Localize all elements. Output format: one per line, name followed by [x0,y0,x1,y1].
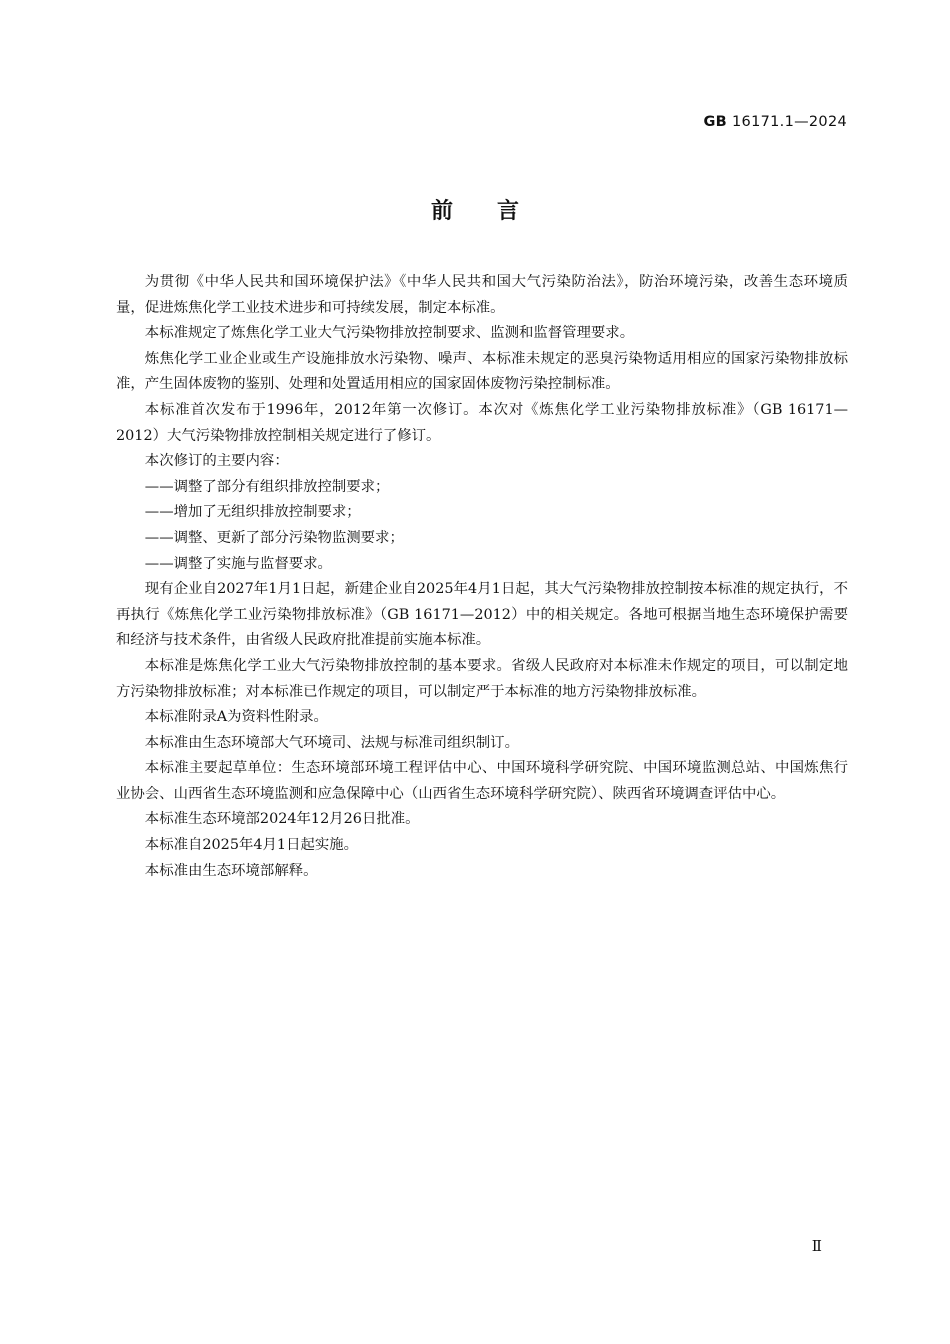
standard-code-prefix: GB [703,114,728,130]
paragraph-appendix: 本标准附录A为资料性附录。 [144,709,328,726]
paragraph-effective-schedule: 现有企业自2027年1月1日起，新建企业自2025年4月1日起，其大气污染物排放控制按本标准的规定执行，不再执行《炼焦化学工业污染物排放标准》（GB 16171—2012）中的相关规定。各地可根据当地生态环境保护需要和经济与技术条件，由省级人民政府批准提前实施本标准。 [116,581,848,649]
paragraph-scope: 本标准规定了炼焦化学工业大气污染物排放控制要求、监测和监督管理要求。 [144,325,635,342]
paragraph-interpretation: 本标准由生态环境部解释。 [144,862,318,879]
paragraph-drafters: 本标准主要起草单位：生态环境部环境工程评估中心、中国环境科学研究院、中国环境监测总站、中国炼焦行业协会、山西省生态环境监测和应急保障中心（山西省生态环境科学研究院）、陕西省环境调查评估中心。 [116,760,848,802]
preface-body [116,270,848,884]
list-item-revision: ——调整、更新了部分污染物监测要求； [144,529,404,546]
paragraph-approval: 本标准生态环境部2024年12月26日批准。 [144,811,420,828]
list-item-revision: ——调整了部分有组织排放控制要求； [144,478,390,495]
paragraph-other-pollutants: 炼焦化学工业企业或生产设施排放水污染物、噪声、本标准未规定的恶臭污染物适用相应的国家污染物排放标准，产生固体废物的鉴别、处理和处置适用相应的国家固体废物污染控制标准。 [116,350,848,393]
paragraph-local-standards: 本标准是炼焦化学工业大气污染物排放控制的基本要求。省级人民政府对本标准未作规定的项目，可以制定地方污染物排放标准；对本标准已作规定的项目，可以制定严于本标准的地方污染物排放标准。 [116,657,848,700]
standard-code-number: 16171.1—2024 [732,114,847,130]
paragraph-implementation: 本标准自2025年4月1日起实施。 [144,837,359,854]
paragraph-revision-heading: 本次修订的主要内容： [144,453,289,470]
paragraph-purpose: 为贯彻《中华人民共和国环境保护法》《中华人民共和国大气污染防治法》，防治环境污染，改善生态环境质量，促进炼焦化学工业技术进步和可持续发展，制定本标准。 [116,274,848,316]
preface-title: 前言 [430,199,563,224]
list-item-revision: ——调整了实施与监督要求。 [144,555,332,572]
paragraph-history: 本标准首次发布于1996年，2012年第一次修订。本次对《炼焦化学工业污染物排放标准》（GB 16171—2012）大气污染物排放控制相关规定进行了修订。 [116,401,848,444]
standard-code [703,114,847,130]
paragraph-organizer: 本标准由生态环境部大气环境司、法规与标准司组织制订。 [144,734,519,751]
page-number: Ⅱ [811,1237,822,1255]
list-item-revision: ——增加了无组织排放控制要求； [144,504,361,521]
